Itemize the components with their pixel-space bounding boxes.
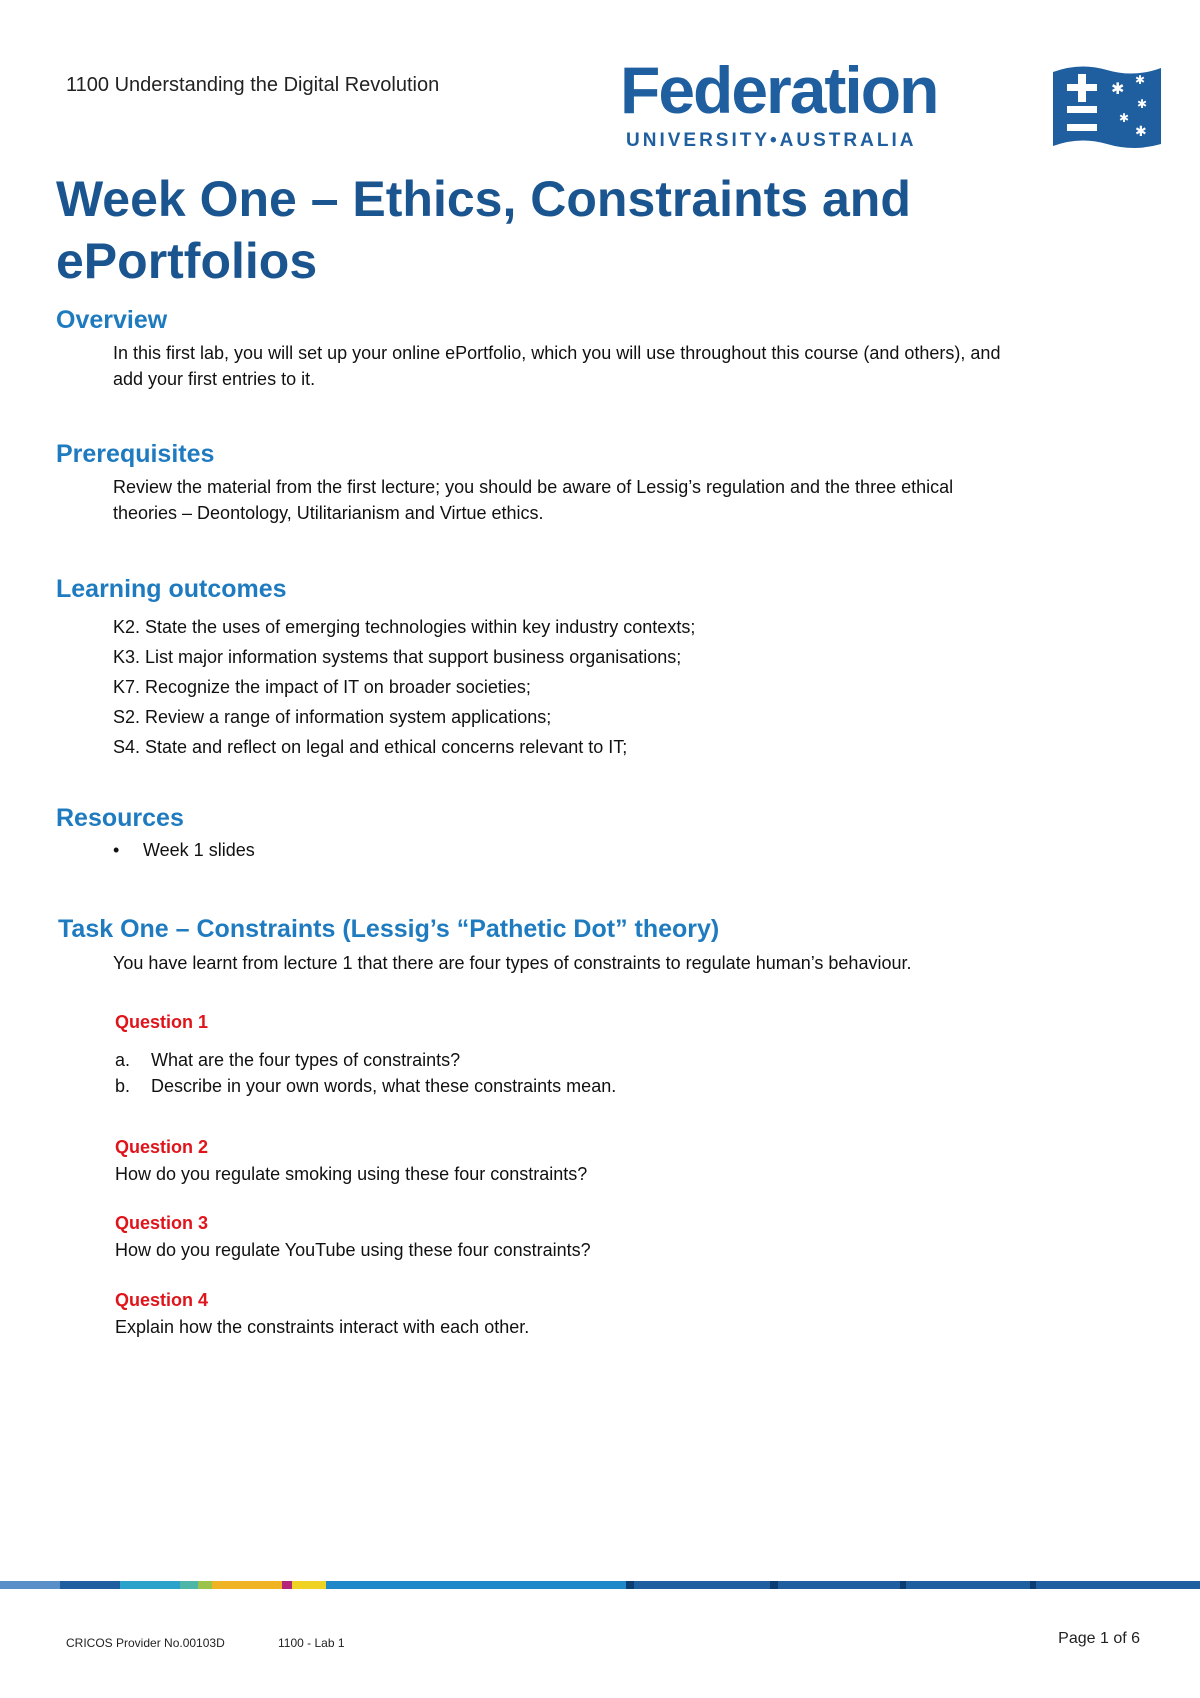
- question-4-text: Explain how the constraints interact with each other.: [115, 1317, 530, 1337]
- course-title: 1100 Understanding the Digital Revolution: [66, 74, 440, 96]
- list-item: K2. State the uses of emerging technologies within key industry contexts;: [113, 617, 696, 637]
- svg-text:✱: ✱: [1135, 124, 1147, 140]
- svg-text:✱: ✱: [1119, 111, 1130, 125]
- overview-text: In this first lab, you will set up your online ePortfolio, which you will use throughout this course (and others), and add your first entries to it.: [113, 343, 1001, 389]
- question-2-text: How do you regulate smoking using these four constraints?: [115, 1164, 588, 1184]
- question-3-text: How do you regulate YouTube using these four constraints?: [115, 1240, 591, 1260]
- question-3-label: Question 3: [115, 1213, 209, 1233]
- footer-color-bar: [0, 1578, 1200, 1592]
- svg-text:✱: ✱: [1111, 79, 1125, 98]
- question-1b-text: Describe in your own words, what these constraints mean.: [151, 1076, 617, 1096]
- question-1-label: Question 1: [115, 1012, 209, 1032]
- resources-heading: Resources: [56, 804, 184, 832]
- page-title: Week One – Ethics, Constraints and ePortfolios: [56, 171, 911, 289]
- prerequisites-heading: Prerequisites: [56, 440, 215, 468]
- question-1a: [115, 1047, 460, 1073]
- svg-text:✱: ✱: [1137, 97, 1148, 111]
- logo-subtitle: UNIVERSITY•AUSTRALIA: [626, 130, 917, 151]
- question-1b: [115, 1073, 616, 1099]
- task-one-heading: Task One – Constraints (Lessig’s “Pathetic Dot” theory): [58, 915, 720, 943]
- logo-wordmark: Federation: [620, 53, 938, 127]
- resource-item: [113, 840, 255, 861]
- task-one-intro: You have learnt from lecture 1 that there are four types of constraints to regulate human’s behaviour.: [113, 953, 912, 973]
- federation-logo: [620, 53, 1165, 158]
- item-marker: b.: [115, 1076, 131, 1096]
- flag-icon: [1053, 62, 1161, 152]
- list-item: S2. Review a range of information system applications;: [113, 707, 552, 727]
- resource-label: Week 1 slides: [143, 840, 255, 860]
- overview-heading: Overview: [56, 306, 168, 334]
- prerequisites-text: Review the material from the first lecture; you should be aware of Lessig’s regulation and the three ethical theories – Deontology, Utilitarianism and Virtue ethics.: [113, 477, 954, 523]
- learning-outcomes-list: [113, 612, 695, 762]
- list-item: K3. List major information systems that support business organisations;: [113, 647, 682, 667]
- question-4-label: Question 4: [115, 1290, 209, 1310]
- list-item: S4. State and reflect on legal and ethical concerns relevant to IT;: [113, 737, 628, 757]
- page-number: Page 1 of 6: [1058, 1630, 1140, 1647]
- question-1a-text: What are the four types of constraints?: [151, 1050, 461, 1070]
- list-item: K7. Recognize the impact of IT on broader societies;: [113, 677, 531, 697]
- svg-text:✱: ✱: [1135, 73, 1146, 87]
- cricos-number: CRICOS Provider No.00103D: [66, 1636, 225, 1650]
- learning-outcomes-heading: Learning outcomes: [56, 575, 287, 603]
- question-2-label: Question 2: [115, 1137, 209, 1157]
- document-id: 1100 - Lab 1: [278, 1636, 345, 1650]
- item-marker: a.: [115, 1050, 131, 1070]
- bullet-icon: •: [113, 840, 120, 860]
